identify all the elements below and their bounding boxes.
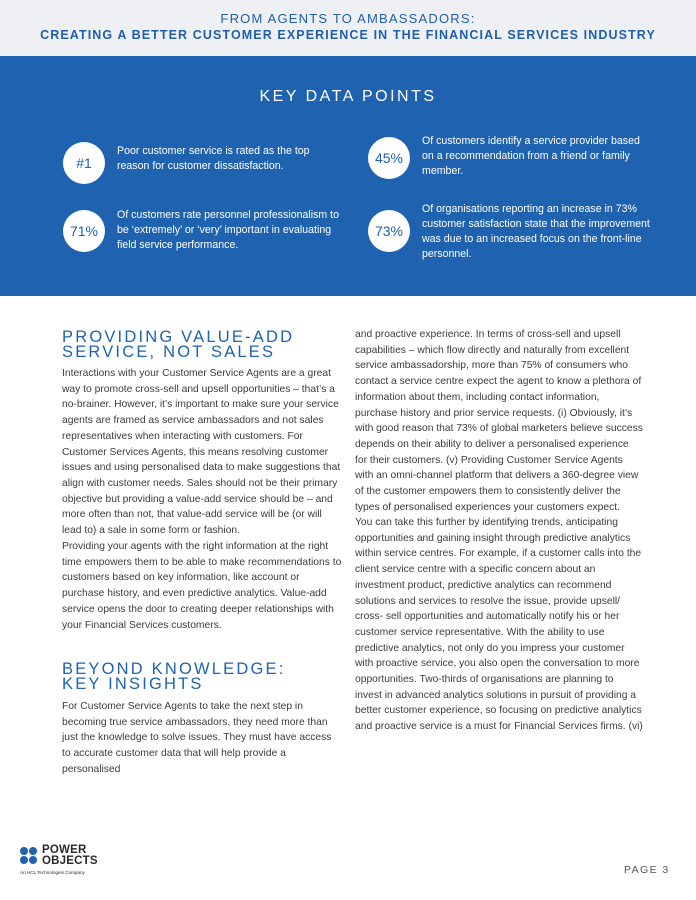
stat-description: Poor customer service is rated as the top reason for customer dissatisfaction. [117, 145, 310, 172]
body-paragraph: For Customer Service Agents to take the next step in becoming true service ambassadors, they need more than just the knowledge to solve issues. They must have access to accurate customer data that will help provide a personalised [62, 701, 332, 775]
stat-value-circle: 45% [368, 137, 410, 179]
section-heading-beyond-line1: BEYOND KNOWLEDGE: [62, 660, 286, 678]
header-title-line1: FROM AGENTS TO AMBASSADORS: [220, 11, 476, 26]
header-title-line2: CREATING A BETTER CUSTOMER EXPERIENCE IN THE FINANCIAL SERVICES INDUSTRY [40, 28, 656, 42]
section-heading-value-add-line2: SERVICE, NOT SALES [62, 343, 276, 361]
section-heading-value-add-line1: PROVIDING VALUE-ADD [62, 328, 295, 346]
stat-description: Of organisations reporting an increase in 73% customer satisfaction state that the improvement was due to an increased focus on the front-line personnel. [422, 203, 650, 260]
stat-description: Of customers rate personnel professionalism to be ‘extremely’ or ‘very’ important in evaluating field service performance. [117, 209, 339, 251]
logo-dots-icon [20, 847, 42, 865]
body-paragraph: You can take this further by identifying trends, anticipating opportunities and gaining insight through predictive analytics within service centres. For example, if a customer calls into the client service centre with a specific concern about an investment product, predictive analytics can recommend solutions and services to resolve the issue, provide upsell/ cross- sell opportunities and automatically notify his or her customer service representative. With the ability to use predictive analytics, not only do you impress your customer with proactive service, you also open the conversation to more opportunities. Two-thirds of organisations are planning to invest in advanced analytics solutions in pursuit of providing a better customer experience, so focusing on predictive analytics and proactive service is a must for Financial Services firms. (vi) [355, 517, 643, 733]
stat-description: Of customers identify a service provider based on a recommendation from a friend or family member. [422, 135, 640, 177]
stat-value-circle: 71% [63, 210, 105, 252]
logo-tagline: An HCL Technologies Company [20, 870, 85, 875]
power-objects-logo [20, 843, 110, 879]
logo-wordmark-objects: OBJECTS [42, 855, 98, 867]
stat-value-circle: 73% [368, 210, 410, 252]
page-number: PAGE 3 [624, 864, 670, 876]
key-data-points-title: KEY DATA POINTS [259, 88, 437, 105]
body-paragraph: Interactions with your Customer Service Agents are a great way to promote cross-sell and upsell opportunities – that’s a no-brainer. However, it’s important to make sure your service agents are framed as service ambassadors and not sales representatives when interacting with customers. For Customer Services Agents, this means resolving customer issues and using personalised data to make suggestions that align with customer needs. Sales should not be their primary objective but providing a value-add service should be – and more often than not, that value-add service will be (or will lead to) a sale in some form or fashion. [62, 368, 341, 537]
section-heading-beyond-line2: KEY INSIGHTS [62, 675, 204, 693]
document-header [0, 0, 696, 56]
stat-value-circle: #1 [63, 142, 105, 184]
body-paragraph: Providing your agents with the right information at the right time empowers them to be able to make recommendations to customers based on key information, like account or purchase history, and even predictive analytics. Value-add service opens the door to creating deeper relationships with your Financial Services customers. [62, 541, 342, 631]
logo-wordmark-power: POWER [42, 844, 87, 856]
body-paragraph: and proactive experience. In terms of cross-sell and upsell capabilities – which flow directly and naturally from excellent service ambassadorship, more than 75% of consumers who contact a service centre expect the agent to know a plethora of information about them, including contact information, purchase history and prior service requests. (i) Obviously, it’s with good reason that 73% of global marketers believe success depends on their ability to deliver a personalised experience for their customers. (v) Providing Customer Service Agents with an omni-channel platform that delivers a 360-degree view of the customer empowers them to consistently deliver the types of personalised experiences your customers expect. [355, 329, 643, 513]
